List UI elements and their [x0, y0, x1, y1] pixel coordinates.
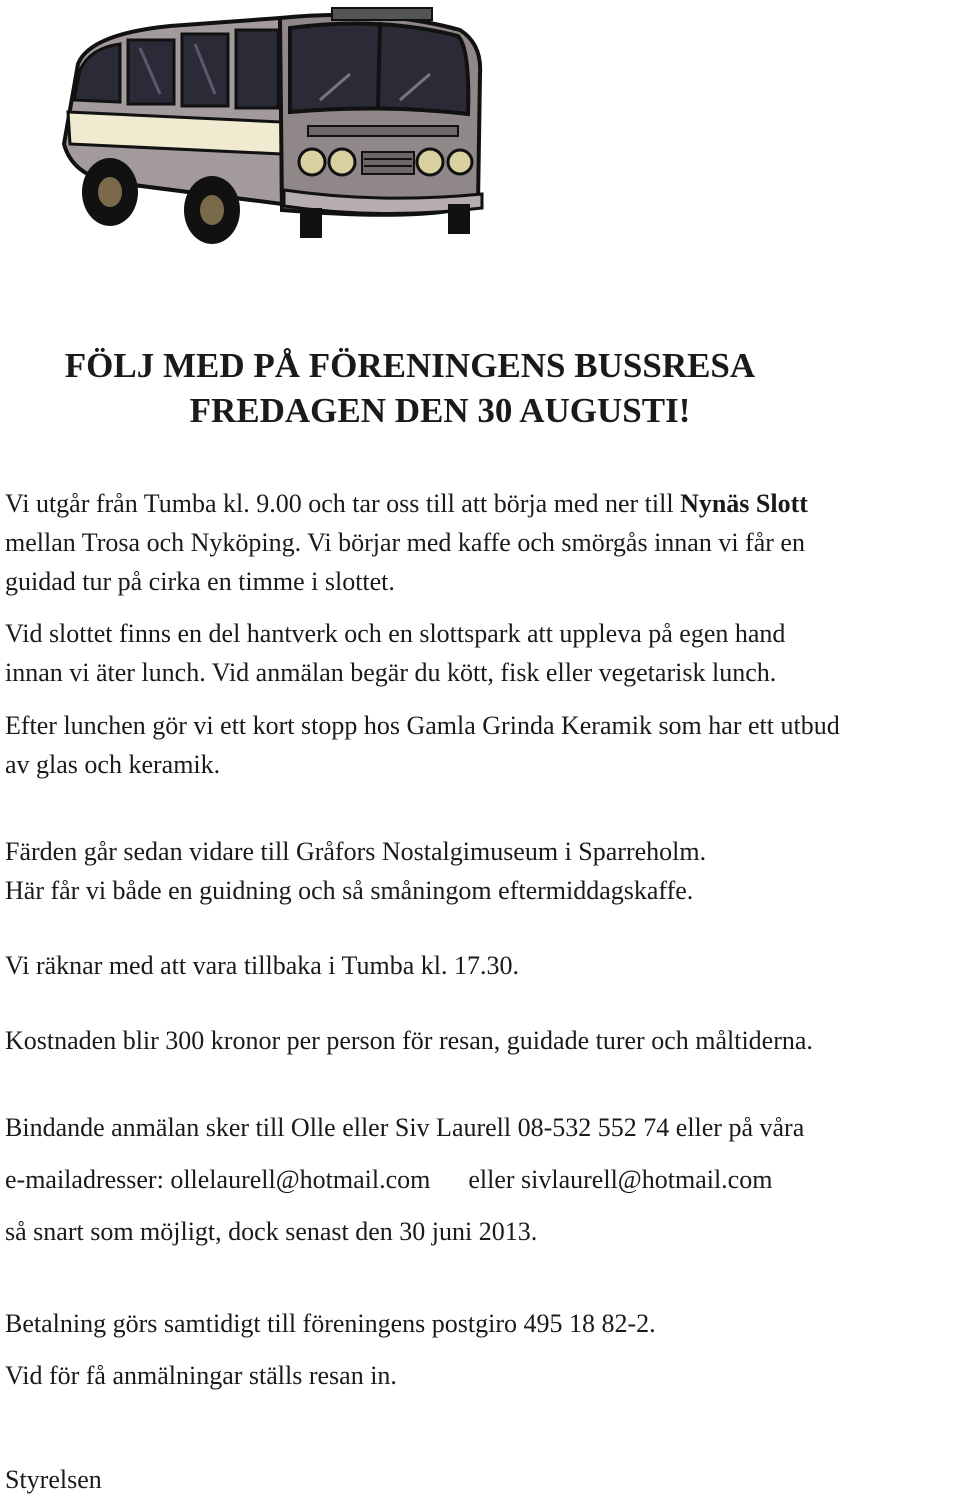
paragraph-line: Här får vi både en guidning och så småningom eftermiddagskaffe. — [5, 876, 694, 905]
paragraph-line: Bindande anmälan sker till Olle eller Siv Laurell 08-532 552 74 eller på våra — [5, 1113, 805, 1142]
paragraph-line: Kostnaden blir 300 kronor per person för resan, guidade turer och måltiderna. — [5, 1026, 813, 1055]
paragraph-line: Färden går sedan vidare till Gråfors Nostalgimuseum i Sparreholm. — [5, 837, 707, 866]
destination-highlight: Nynäs Slott — [680, 489, 808, 518]
paragraph-line — [5, 488, 808, 520]
email-link-olle[interactable]: ollelaurell@hotmail.com — [170, 1165, 431, 1194]
signature: Styrelsen — [5, 1465, 102, 1494]
text-span: Vi utgår från Tumba kl. 9.00 och tar oss till att börja med ner till — [5, 489, 681, 518]
paragraph-line: innan vi äter lunch. Vid anmälan begär du kött, fisk eller vegetarisk lunch. — [5, 658, 777, 687]
bus-illustration-icon — [50, 4, 490, 244]
paragraph-line: Betalning görs samtidigt till föreningens postgiro 495 18 82-2. — [5, 1309, 656, 1338]
paragraph-line: Vid för få anmälningar ställs resan in. — [5, 1361, 397, 1390]
page-title-line-2: FREDAGEN DEN 30 AUGUSTI! — [189, 391, 691, 430]
email-label: e-mailadresser: — [5, 1165, 164, 1194]
paragraph-line: Vi räknar med att vara tillbaka i Tumba kl. 17.30. — [5, 951, 520, 980]
paragraph-line: Vid slottet finns en del hantverk och en slottspark att uppleva på egen hand — [5, 619, 786, 648]
paragraph-line: guidad tur på cirka en timme i slottet. — [5, 567, 395, 596]
email-link-siv[interactable]: sivlaurell@hotmail.com — [521, 1165, 773, 1194]
contact-line — [5, 1164, 772, 1196]
or-text: eller — [468, 1165, 515, 1194]
paragraph-line: så snart som möjligt, dock senast den 30 juni 2013. — [5, 1217, 538, 1246]
paragraph-line: av glas och keramik. — [5, 750, 221, 779]
paragraph-line: mellan Trosa och Nyköping. Vi börjar med kaffe och smörgås innan vi får en — [5, 528, 805, 557]
paragraph-line: Efter lunchen gör vi ett kort stopp hos Gamla Grinda Keramik som har ett utbud — [5, 711, 840, 740]
page-title-line-1: FÖLJ MED PÅ FÖRENINGENS BUSSRESA — [64, 346, 756, 385]
